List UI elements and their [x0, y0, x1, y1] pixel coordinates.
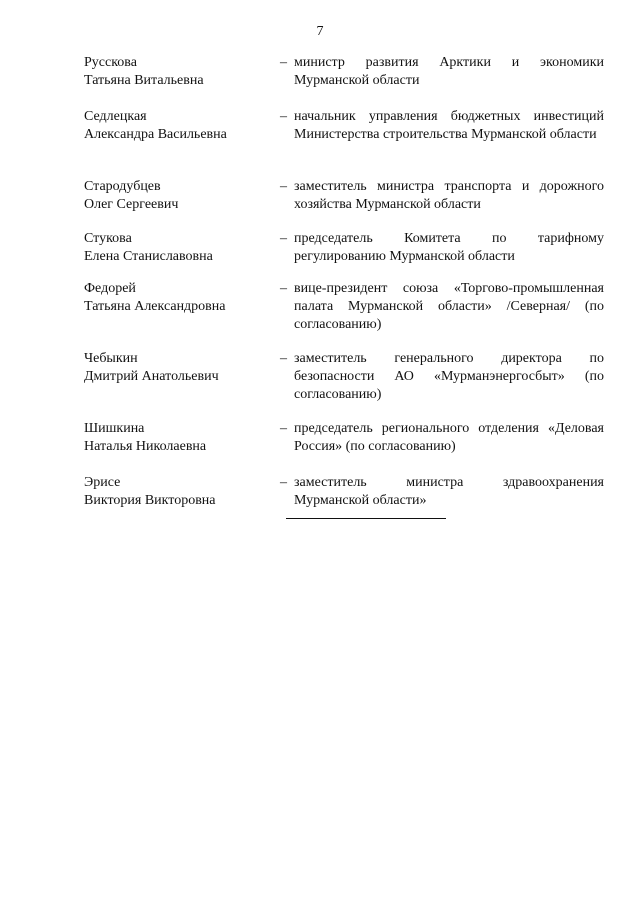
member-row — [84, 474, 604, 518]
member-role: начальник управления бюджетных инвестиций Министерства строительства Мурманской области — [294, 109, 604, 142]
member-given-name: Александра Васильевна — [84, 127, 227, 142]
member-surname: Чебыкин — [84, 351, 138, 366]
member-dash: – — [280, 421, 287, 436]
member-role: заместитель генерального директора по безопасности АО «Мурманэнергосбыт» (по согласованию) — [294, 351, 604, 402]
member-name — [84, 230, 280, 280]
member-surname: Эрисе — [84, 475, 121, 490]
member-name — [84, 280, 280, 350]
member-surname: Шишкина — [84, 421, 145, 436]
member-surname: Федорей — [84, 281, 136, 296]
member-surname: Седлецкая — [84, 109, 147, 124]
member-given-name: Наталья Николаевна — [84, 439, 207, 454]
member-surname: Стукова — [84, 231, 132, 246]
member-row — [84, 178, 604, 230]
member-given-name: Олег Сергеевич — [84, 197, 179, 212]
page-number: 7 — [316, 24, 324, 39]
member-role: председатель Комитета по тарифному регулированию Мурманской области — [294, 231, 604, 264]
member-name — [84, 108, 280, 178]
member-given-name: Татьяна Александровна — [84, 299, 226, 314]
member-name — [84, 54, 280, 108]
member-surname: Стародубцев — [84, 179, 161, 194]
member-role: председатель регионального отделения «Деловая Россия» (по согласованию) — [294, 421, 604, 454]
member-given-name: Виктория Викторовна — [84, 493, 216, 508]
member-dash: – — [280, 351, 287, 366]
member-row — [84, 108, 604, 178]
member-given-name: Татьяна Витальевна — [84, 73, 204, 88]
member-role: вице-президент союза «Торгово-промышленная палата Мурманской области» /Северная/ (по согласованию) — [294, 281, 604, 332]
member-name — [84, 350, 280, 420]
member-role: заместитель министра здравоохранения Мурманской области» — [294, 475, 604, 508]
member-given-name: Елена Станиславовна — [84, 249, 213, 264]
member-row — [84, 230, 604, 280]
member-dash: – — [280, 231, 287, 246]
member-given-name: Дмитрий Анатольевич — [84, 369, 219, 384]
member-dash: – — [280, 475, 287, 490]
member-dash: – — [280, 281, 287, 296]
member-surname: Русскова — [84, 55, 137, 70]
member-name — [84, 178, 280, 230]
member-name — [84, 420, 280, 474]
member-dash: – — [280, 179, 287, 194]
member-role: заместитель министра транспорта и дорожного хозяйства Мурманской области — [294, 179, 604, 212]
member-row — [84, 350, 604, 420]
member-dash: – — [280, 109, 287, 124]
member-list — [84, 54, 604, 518]
member-dash: – — [280, 55, 287, 70]
end-rule — [286, 518, 446, 519]
member-row — [84, 420, 604, 474]
member-row — [84, 280, 604, 350]
member-name — [84, 474, 280, 518]
member-role: министр развития Арктики и экономики Мурманской области — [294, 55, 604, 88]
member-row — [84, 54, 604, 108]
